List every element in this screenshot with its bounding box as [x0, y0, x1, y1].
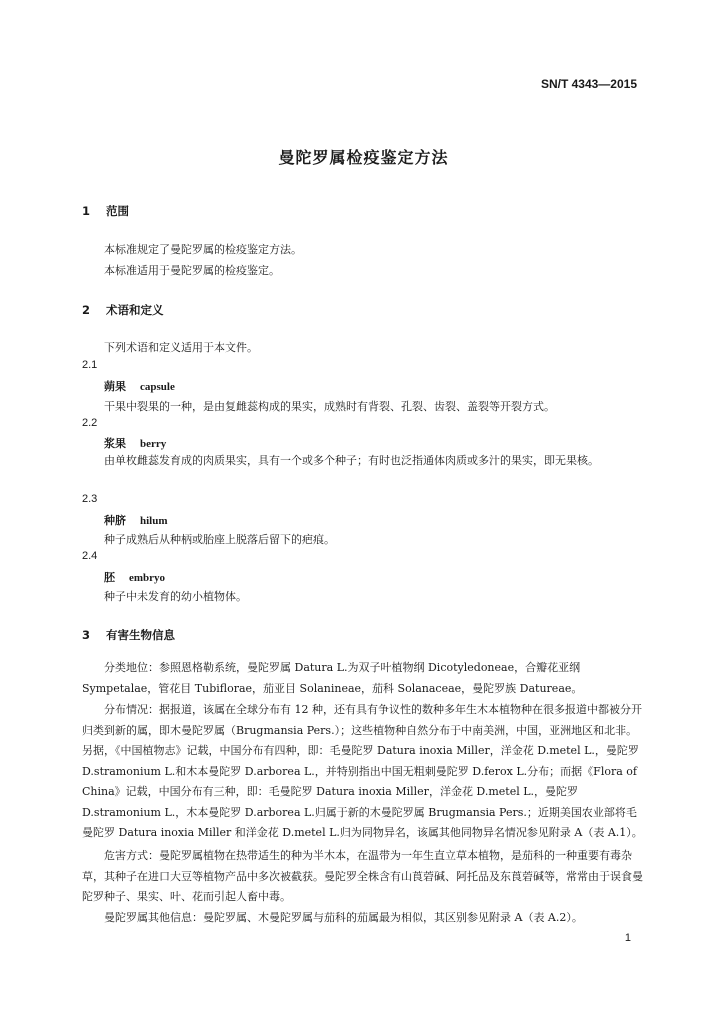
standard-code: SN/T 4343—2015: [540, 77, 637, 91]
term-en: capsule: [140, 381, 175, 393]
section-number: 1: [82, 204, 91, 218]
term-definition: 干果中裂果的一种，是由复雌蕊构成的果实，成熟时有背裂、孔裂、齿裂、盖裂等开裂方式。: [104, 400, 555, 413]
terms-intro: 下列术语和定义适用于本文件。: [104, 341, 258, 354]
section-3-heading: [82, 627, 175, 643]
page-title: 曼陀罗属检疫鉴定方法: [278, 148, 449, 167]
term-zh: 浆果: [104, 437, 126, 450]
paragraph-classification: 分类地位：参照恩格勒系统，曼陀罗属 Datura L.为双子叶植物纲 Dicotyledoneae，合瓣花亚纲 Sympetalae，管花目 Tubiflorae，茄亚目 Solanineae，茄科 Solanaceae，曼陀罗族 Datureae。: [82, 661, 583, 695]
section-number: 3: [82, 628, 91, 642]
term-definition: 种子成熟后从种柄或胎座上脱落后留下的疤痕。: [104, 533, 335, 546]
term-heading: [104, 435, 166, 451]
scope-line-2: 本标准适用于曼陀罗属的检疫鉴定。: [104, 264, 280, 277]
term-zh: 种脐: [104, 514, 126, 527]
term-definition: 种子中未发育的幼小植物体。: [104, 590, 247, 603]
term-zh: 胚: [104, 571, 115, 584]
term-number: 2.4: [82, 550, 98, 562]
term-zh: 蒴果: [104, 380, 126, 393]
section-title: 术语和定义: [106, 303, 164, 317]
term-heading: [104, 378, 175, 394]
paragraph-distribution: 分布情况：据报道，该属在全球分布有 12 种，还有具有争议性的数种多年生木本植物种在很多报道中都被分开归类到新的属，即木曼陀罗属（Brugmansia Pers.）；这些植物种自然分布于中南美洲，中国，亚洲地区和北非。另据，《中国植物志》记载，中国分布有四种，即：毛曼陀罗 Datura inoxia Miller，洋金花 D.metel L.，曼陀罗 D.stramonium L.和木本曼陀罗 D.arborea L.，并特别指出中国无粗刺曼陀罗 D.ferox L.分布；而据《Flora of China》记载，中国分布有三种，即：毛曼陀罗 Datura inoxia Miller，洋金花 D.metel L.，曼陀罗 D.stramonium L.，木本曼陀罗 D.arborea L.归属于新的木曼陀罗属 Brugmansia Pers.；近期美国农业部将毛曼陀罗 Datura inoxia Miller 和洋金花 D.metel L.归为同物异名，该属其他同物异名情况参见附录 A（表 A.1）。: [82, 703, 643, 839]
paragraph-other-info: 曼陀罗属其他信息：曼陀罗属、木曼陀罗属与茄科的茄属最为相似，其区别参见附录 A（表 A.2）。: [104, 911, 583, 924]
term-en: embryo: [129, 572, 166, 584]
term-en: hilum: [140, 515, 168, 527]
section-2-heading: [82, 302, 164, 318]
term-en: berry: [140, 438, 167, 450]
section-number: 2: [82, 303, 91, 317]
scope-line-1: 本标准规定了曼陀罗属的检疫鉴定方法。: [104, 243, 302, 256]
term-heading: [104, 512, 168, 528]
term-number: 2.2: [82, 417, 98, 429]
section-title: 有害生物信息: [106, 628, 175, 642]
page-number: 1: [624, 932, 631, 944]
paragraph-damage: 危害方式：曼陀罗属植物在热带适生的种为半木本，在温带为一年生直立草本植物，是茄科的一种重要有毒杂草，其种子在进口大豆等植物产品中多次被截获。曼陀罗全株含有山莨菪碱、阿托品及东莨菪碱等，常常由于误食曼陀罗种子、果实、叶、花而引起人畜中毒。: [82, 849, 643, 903]
section-1-heading: [82, 203, 129, 219]
term-number: 2.3: [82, 493, 98, 505]
term-number: 2.1: [82, 359, 98, 371]
term-heading: [104, 569, 165, 585]
term-definition: 由单枚雌蕊发育成的肉质果实，具有一个或多个种子；有时也泛指通体肉质或多汁的果实，即无果核。: [104, 454, 599, 467]
section-title: 范围: [106, 204, 129, 218]
